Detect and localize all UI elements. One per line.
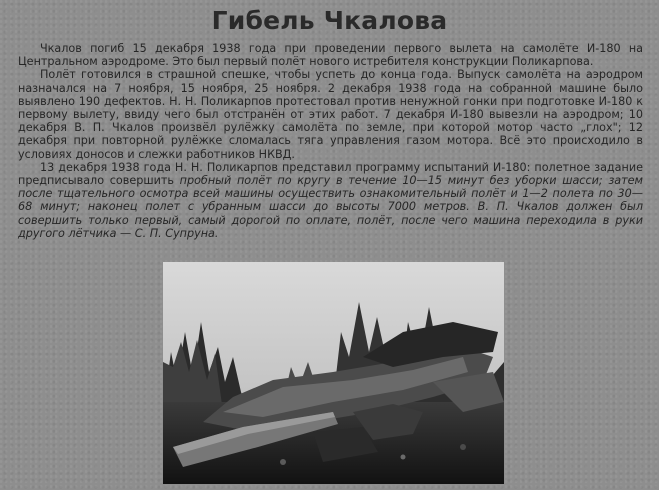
paragraph-1: Чкалов погиб 15 декабря 1938 года при проведении первого вылета на самолёте И-180 на Центральном аэродроме. Это был первый полёт нового истребителя конструкции Поликарпова. (18, 42, 643, 69)
page-title: Гибель Чкалова (211, 6, 448, 35)
article-text (18, 42, 643, 240)
paragraph-2: Полёт готовился в страшной спешке, чтобы успеть до конца года. Выпуск самолёта на аэродром назначался на 7 ноября, 15 ноября, 25 ноября. 2 декабря 1938 года на собранной машине было выявлено 190 дефектов. Н. Н. Поликарпов протестовал против ненужной гонки при подготовке И-180 к первому вылету, ввиду чего был отстранён от этих работ. 7 декабря И-180 вывезли на аэродром; 10 декабря В. П. Чкалов произвёл рулёжку самолёта по земле, при которой мотор часто „глох"; 12 декабря при повторной рулёжке сломалась тяга управления газом мотора. Всё это происходило в условиях доносов и слежки работников НКВД. (18, 68, 643, 161)
wreckage-photo (163, 262, 504, 484)
paragraph-3-start: 13 декабря 1938 года Н. Н. Поликарпов представил программу испытаний И-180: полетное задание предписывало совершить (18, 160, 643, 188)
paragraph-3 (18, 161, 643, 240)
wreckage-photo-image (163, 262, 504, 484)
paragraph-3-italic: пробный полёт по кругу в течение 10—15 минут без уборки шасси; затем после тщательного осмотра всей машины осуществить ознакомительный полёт и 1—2 полета по 30—68 минут; наконец полет с убранным шасси до высоты 7000 метров. В. П. Чкалов должен был совершить только первый, самый дорогой по оплате, полёт, после чего машина переходила в руки другого лётчика — С. П. Супруна. (18, 174, 644, 240)
